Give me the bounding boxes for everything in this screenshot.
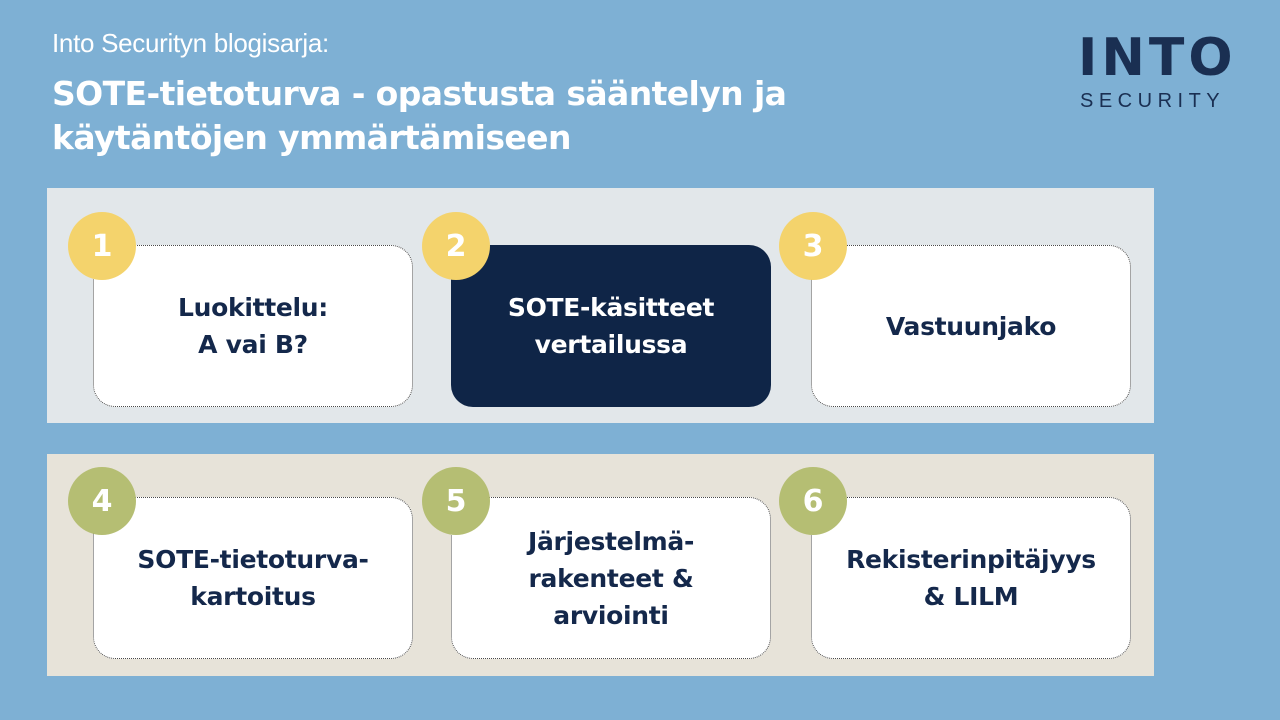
card-rekisterinpitajyys[interactable] [811, 497, 1131, 659]
card-label: Rekisterinpitäjyys & LILM [846, 545, 1096, 611]
card-luokittelu[interactable] [93, 245, 413, 407]
step-badge-1: 1 [68, 212, 136, 280]
into-security-logo [1078, 30, 1248, 116]
logo-subtext: SECURITY [1080, 90, 1226, 112]
card-sote-kasitteet[interactable] [451, 245, 771, 407]
page-title: SOTE-tietoturva - opastusta sääntelyn ja käytäntöjen ymmärtämiseen [52, 74, 787, 157]
step-badge-2: 2 [422, 212, 490, 280]
card-vastuunjako[interactable] [811, 245, 1131, 407]
card-label: Luokittelu: A vai B? [177, 293, 329, 359]
step-badge-5: 5 [422, 467, 490, 535]
step-badge-3: 3 [779, 212, 847, 280]
step-badge-6: 6 [779, 467, 847, 535]
card-tietoturvakartoitus[interactable] [93, 497, 413, 659]
card-label: SOTE-käsitteet vertailussa [507, 293, 715, 359]
card-label: Järjestelmä- rakenteet & arviointi [527, 526, 695, 630]
step-badge-4: 4 [68, 467, 136, 535]
card-label: Vastuunjako [885, 311, 1057, 341]
series-subtitle: Into Securityn blogisarja: [52, 28, 329, 58]
card-label: SOTE-tietoturva- kartoitus [137, 545, 369, 611]
card-jarjestelmarakenteet[interactable] [451, 497, 771, 659]
logo-wordmark: INTO [1078, 28, 1237, 88]
